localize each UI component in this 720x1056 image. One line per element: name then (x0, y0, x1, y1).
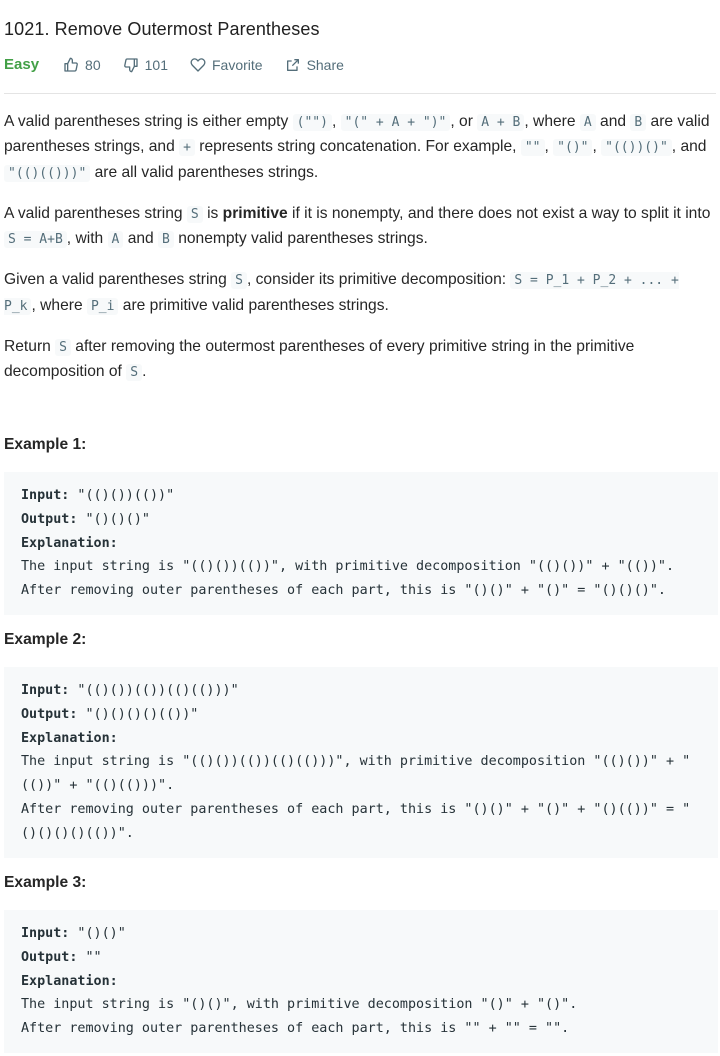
problem-title: 1021. Remove Outermost Parentheses (4, 19, 320, 39)
description-paragraph-3: Given a valid parentheses string S , consider its primitive decomposition: S = P_1 + P_2 + ... + P_k , where P_i are primitive valid parentheses strings. (4, 271, 679, 314)
problem-meta-bar (4, 56, 366, 73)
like-button[interactable] (63, 57, 101, 73)
share-label: Share (306, 56, 344, 73)
share-button[interactable] (285, 57, 344, 73)
difficulty-badge: Easy (4, 56, 40, 73)
description-paragraph-2: A valid parentheses string S is primitive if it is nonempty, and there does not exist a way to split it into S = A+B , with A and B nonempty valid parentheses strings. (4, 204, 711, 248)
example-2-title: Example 2: (4, 631, 87, 648)
dislike-button[interactable] (123, 57, 168, 73)
favorite-label: Favorite (211, 56, 263, 73)
dislike-count: 101 (144, 56, 168, 73)
example-2-block: Input: "(()())(())(()(()))" Output: "()()()()(())" Explanation: The input string is "(()())(())(()(()))", with primitive decomposition "(()())" + " (())" + "(()(()))". After removing outer parentheses of each part, this is "()()" + "()" + "()(())" = " ()()()()(())". (4, 667, 718, 858)
like-count: 80 (85, 56, 101, 73)
header-divider (4, 93, 716, 94)
example-3-title: Example 3: (4, 874, 87, 891)
example-3-block: Input: "()()" Output: "" Explanation: The input string is "()()", with primitive decomposition "()" + "()". After removing outer parentheses of each part, this is "" + "" = "". (4, 910, 718, 1053)
heart-icon (190, 57, 206, 73)
thumbs-up-icon (63, 57, 79, 73)
favorite-button[interactable] (190, 57, 263, 73)
problem-description (4, 110, 716, 402)
description-paragraph-4: Return S after removing the outermost parentheses of every primitive string in the primitive decomposition of S . (4, 338, 635, 381)
description-paragraph-1: A valid parentheses string is either empty ("") , "(" + A + ")" , or A + B , where A and B are valid parentheses strings, and + represents string concatenation. For example, "" , "()" , "(())()" , and "(()(()))" are all valid parentheses strings. (4, 113, 710, 181)
share-icon (285, 57, 301, 73)
example-1-title: Example 1: (4, 436, 87, 453)
thumbs-down-icon (123, 57, 139, 73)
example-1-block: Input: "(()())(())" Output: "()()()" Explanation: The input string is "(()())(())", with primitive decomposition "(()())" + "(())". After removing outer parentheses of each part, this is "()()" + "()" = "()()()". (4, 472, 718, 615)
